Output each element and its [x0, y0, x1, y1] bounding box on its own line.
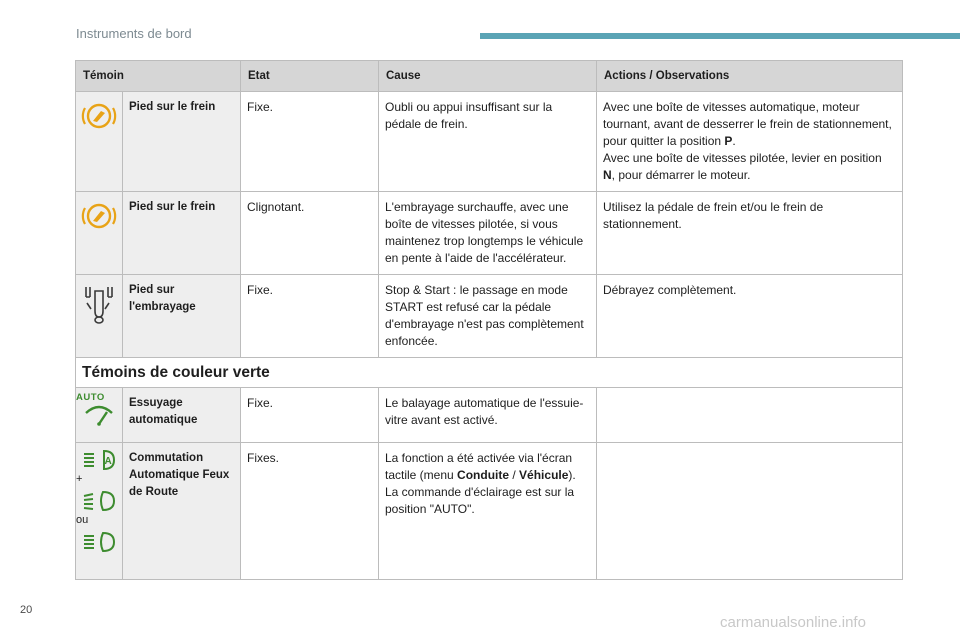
table-row [76, 192, 903, 275]
lamp-action [597, 92, 903, 192]
lamp-icon-cell [76, 192, 123, 275]
cause-text: La fonction a été activée via l'écran tactile (menu [385, 451, 573, 482]
gear-position-p: P [724, 134, 733, 148]
lamp-state: Fixe. [241, 388, 379, 443]
table-row [76, 443, 903, 580]
lamp-state: Clignotant. [241, 192, 379, 275]
lamp-cause: Stop & Start : le passage en mode START est refusé car la pédale d'embrayage n'est pas complètement enfoncée. [379, 275, 597, 358]
header-lamp: Témoin [76, 61, 241, 92]
lamp-name: Commutation Automatique Feux de Route [123, 443, 241, 580]
table-header-row [76, 61, 903, 92]
green-lamps-heading: Témoins de couleur verte [76, 358, 903, 388]
lamp-name: Pied sur l'embrayage [123, 275, 241, 358]
high-beam-icon [82, 490, 116, 512]
lamp-icon-cell [76, 92, 123, 192]
table-row [76, 92, 903, 192]
menu-vehicule: Véhicule [519, 468, 569, 482]
lamp-name: Essuyage automatique [123, 388, 241, 443]
action-text: , pour démarrer le moteur. [611, 168, 751, 182]
action-text: Avec une boîte de vitesses automatique, moteur tournant, avant de desserrer le frein de stationnement, pour quitter la position [603, 100, 892, 148]
header-cause: Cause [379, 61, 597, 92]
lamp-action [597, 388, 903, 443]
auto-high-beam-a-icon [82, 449, 116, 471]
table-row [76, 275, 903, 358]
lamp-icon-cell [76, 388, 123, 443]
section-title: Instruments de bord [76, 26, 192, 41]
action-text: . [732, 134, 736, 148]
header-accent-bar [480, 33, 960, 39]
lamp-cause: L'embrayage surchauffe, avec une boîte de vitesses pilotée, si vous maintenez trop longtemps le véhicule en pente à l'aide de l'accélérateur. [379, 192, 597, 275]
page-number: 20 [20, 604, 33, 616]
header-action: Actions / Observations [597, 61, 903, 92]
brake-foot-amber-icon [81, 200, 117, 232]
lamp-name: Pied sur le frein [123, 192, 241, 275]
gear-position-n: N [603, 168, 612, 182]
lamp-cause: Le balayage automatique de l'essuie-vitre avant est activé. [379, 388, 597, 443]
plus-separator: + [76, 473, 83, 485]
or-separator: ou [76, 514, 89, 526]
lamp-action: Débrayez complètement. [597, 275, 903, 358]
lamp-state: Fixe. [241, 275, 379, 358]
auto-wiper-icon [83, 403, 115, 427]
lamp-state: Fixe. [241, 92, 379, 192]
lamp-icon-cell [76, 275, 123, 358]
lamp-action: Utilisez la pédale de frein et/ou le frein de stationnement. [597, 192, 903, 275]
lamp-name: Pied sur le frein [123, 92, 241, 192]
lamp-cause: Oubli ou appui insuffisant sur la pédale de frein. [379, 92, 597, 192]
watermark: carmanualsonline.info [720, 614, 866, 631]
lamp-icon-cell [76, 443, 123, 580]
brake-foot-amber-icon [81, 100, 117, 132]
table-row [76, 388, 903, 443]
high-beam-alt-icon [82, 531, 116, 553]
cause-text: / [509, 468, 520, 482]
section-row [76, 358, 903, 388]
menu-conduite: Conduite [457, 468, 510, 482]
auto-label: AUTO [76, 392, 105, 403]
clutch-foot-icon [82, 283, 116, 325]
warning-lamps-table [75, 60, 903, 580]
cause-text: ). [568, 468, 576, 482]
svg-text:A: A [104, 456, 112, 467]
lamp-action [597, 443, 903, 580]
lamp-state: Fixes. [241, 443, 379, 580]
cause-text: La commande d'éclairage est sur la position "AUTO". [385, 485, 575, 516]
lamp-cause [379, 443, 597, 580]
header-state: Etat [241, 61, 379, 92]
action-text: Avec une boîte de vitesses pilotée, levier en position [603, 151, 882, 165]
